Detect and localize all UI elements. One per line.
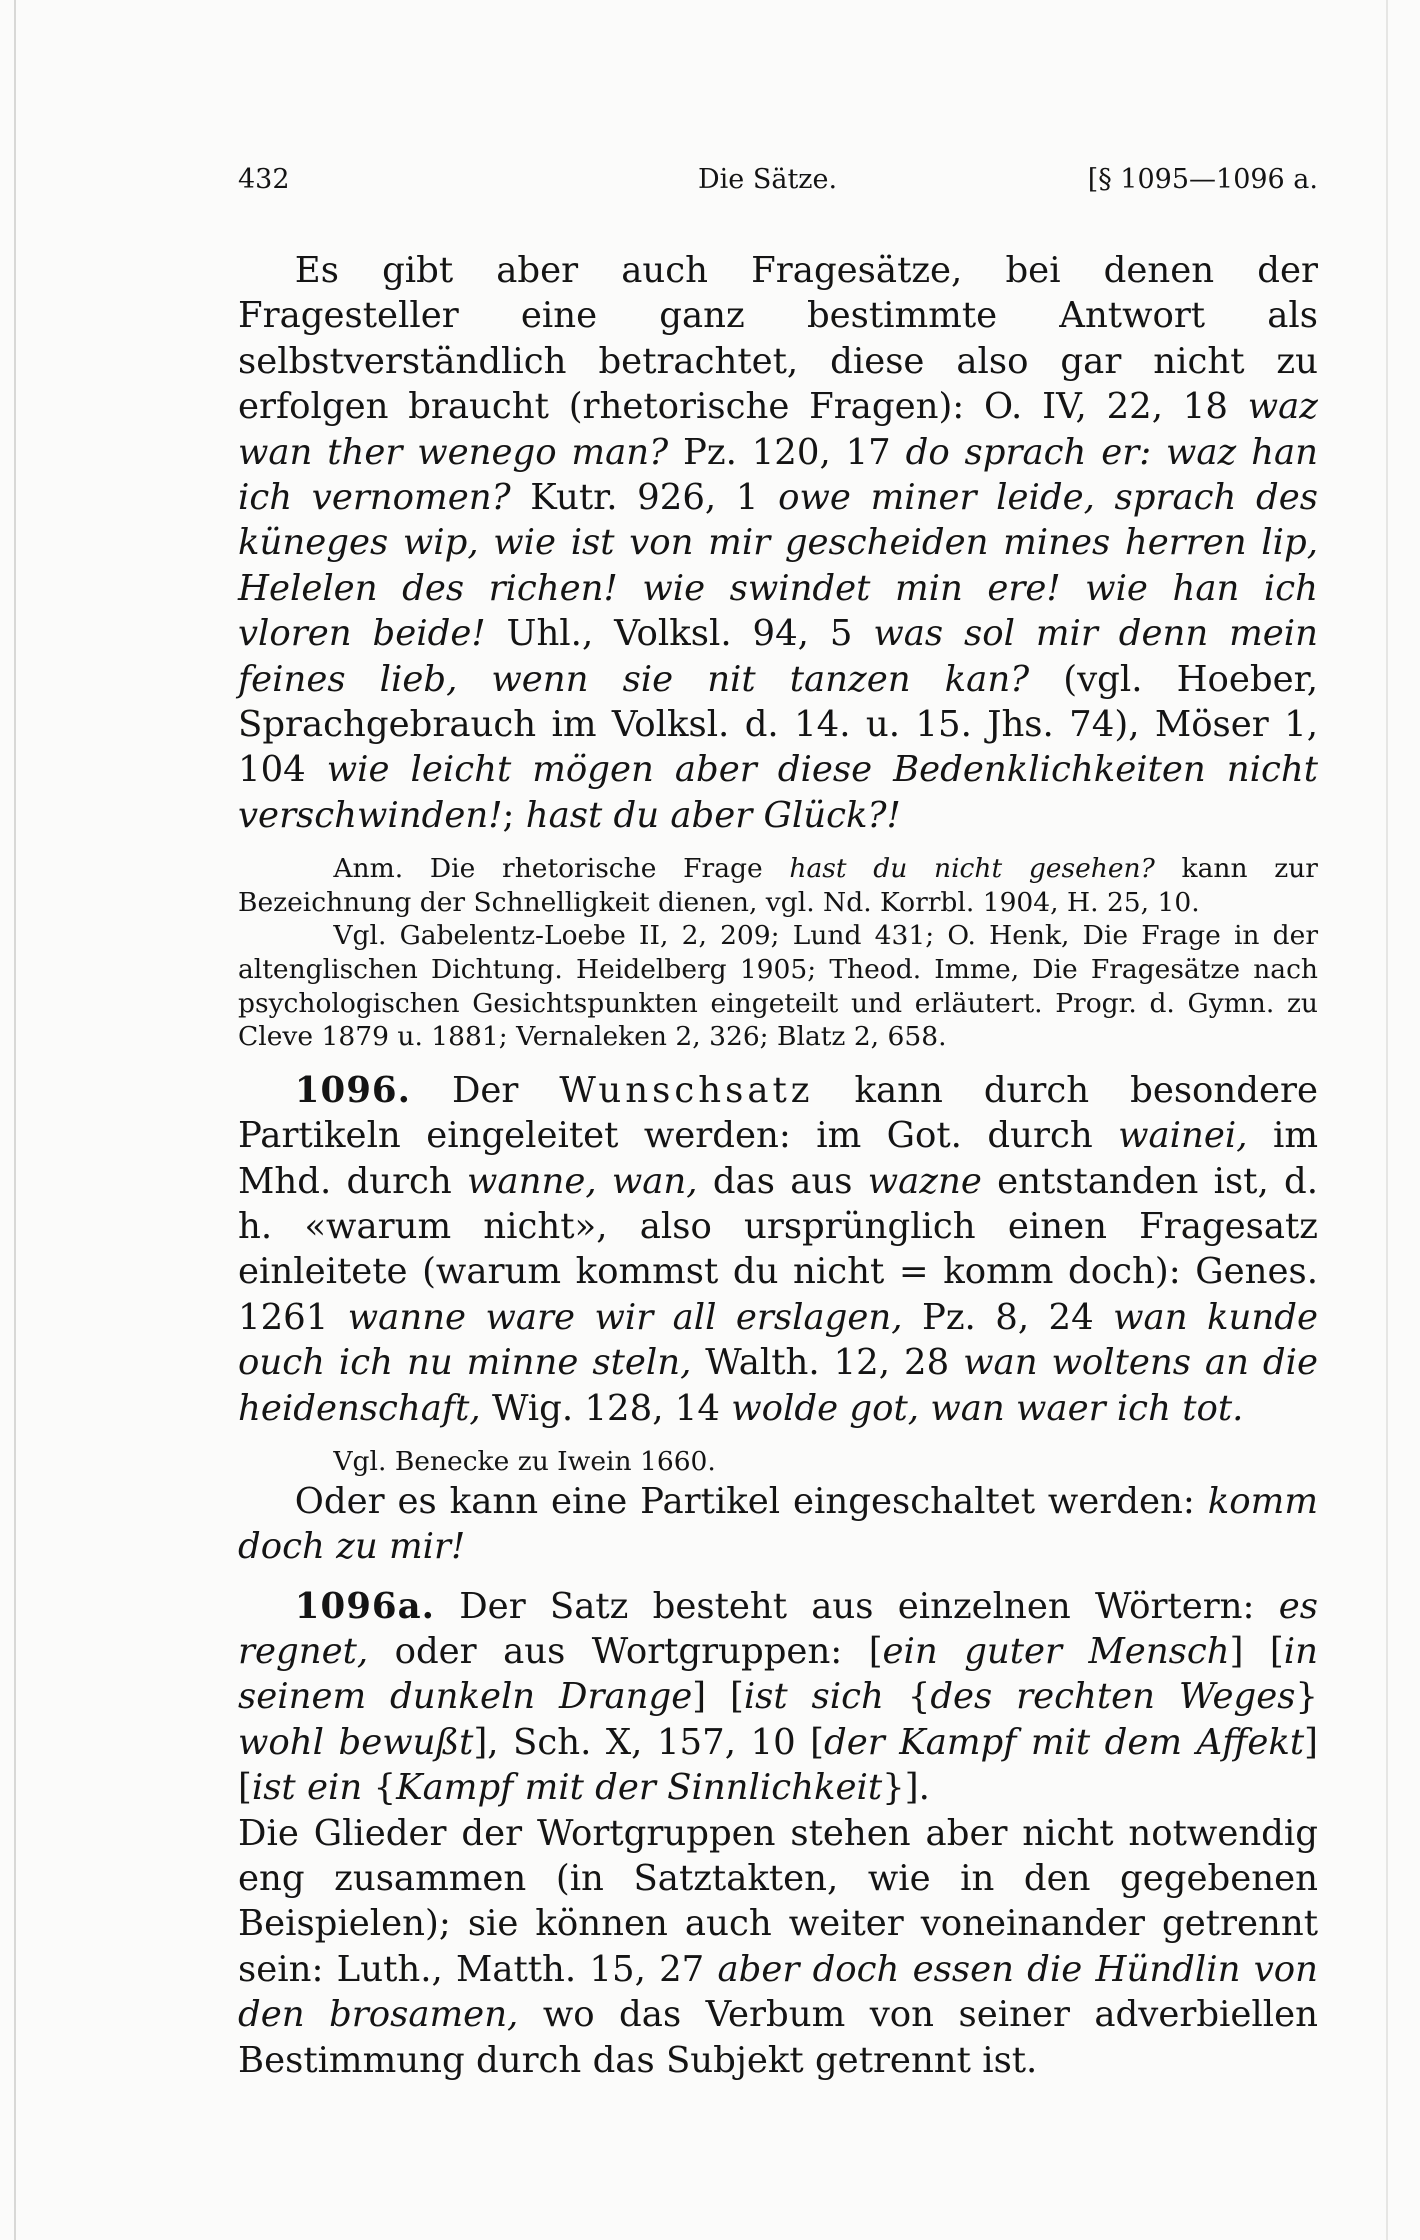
running-header (238, 160, 1318, 210)
scan-edge-right (1386, 0, 1388, 2240)
section-range: [§ 1095—1096 a. (1087, 164, 1318, 195)
section-number-1096: 1096. (294, 1069, 411, 1111)
section-number-1096a: 1096a. (294, 1585, 435, 1627)
scan-edge-left (14, 0, 16, 2240)
book-page (238, 160, 1318, 2083)
references-1096: Vgl. Benecke zu Iwein 1660. (333, 1446, 716, 1478)
references-1095: Vgl. Gabelentz-Loebe II, 2, 209; Lund 431; O. Henk, Die Frage in der altenglischen Dichtung. Heidelberg 1905; Theod. Imme, Die Fragesätze nach psychologischen Gesichtspunkten eingeteilt und erläutert. Progr. d. Gymn. zu Cleve 1879 u. 1881; Vernaleken 2, 326; Blatz 2, 658. (238, 920, 1318, 1053)
running-title: Die Sätze. (698, 164, 838, 195)
section-1096a: 1096a. Der Satz besteht aus einzelnen Wörtern: es regnet, oder aus Wortgruppen: [ein guter Mensch] [in seinem dunkeln Drange] [ist sich {des rechten Weges} wohl bewußt], Sch. X, 157, 10 [der Kampf mit dem Affekt] [ist ein {Kampf mit der Sinnlichkeit}]. (238, 1585, 1319, 1809)
paragraph-rhetorical-questions: Es gibt aber auch Fragesätze, bei denen der Fragesteller eine ganz bestimmte Antwort als selbstverständlich betrachtet, diese also gar nicht zu erfolgen braucht (rhetorische Fragen): O. IV, 22, 18 waz wan ther wenego man? Pz. 120, 17 do sprach er: waz han ich vernomen? Kutr. 926, 1 owe miner leide, sprach des küneges wip, wie ist von mir gescheiden mines herren lip, Helelen des richen! wie swindet min ere! wie han ich vloren beide! Uhl., Volksl. 94, 5 was sol mir denn mein feines lieb, wenn sie nit tanzen kan? (vgl. Hoeber, Sprachgebrauch im Volksl. d. 14. u. 15. Jhs. 74), Möser 1, 104 wie leicht mögen aber diese Bedenklichkeiten nicht verschwinden!; hast du aber Glück?! (238, 250, 1319, 836)
paragraph-word-groups: Die Glieder der Wortgruppen stehen aber nicht notwendig eng zusammen (in Satztakten, wie in den gegebenen Beispielen); sie können auch weiter voneinander getrennt sein: Luth., Matth. 15, 27 aber doch essen die Hündlin von den brosamen, wo das Verbum von seiner adverbiellen Bestimmung durch das Subjekt getrennt ist. (238, 1812, 1318, 2081)
page-number: 432 (238, 164, 290, 195)
paragraph-particle: Oder es kann eine Partikel eingeschaltet werden: komm doch zu mir! (238, 1480, 1318, 1568)
section-1096: 1096. Der Wunschsatz kann durch besondere Partikeln eingeleitet werden: im Got. durch wainei, im Mhd. durch wanne, wan, das aus wazne entstanden ist, d. h. «warum nicht», also ursprünglich einen Fragesatz einleitete (warum kommst du nicht = komm doch): Genes. 1261 wanne ware wir all erslagen, Pz. 8, 24 wan kunde ouch ich nu minne steln, Walth. 12, 28 wan woltens an die heidenschaft, Wig. 128, 14 wolde got, wan waer ich tot. (238, 1069, 1319, 1429)
note-anmerkung: Anm. Die rhetorische Frage hast du nicht gesehen? kann zur Bezeichnung der Schnelligkeit dienen, vgl. Nd. Korrbl. 1904, H. 25, 10. (238, 853, 1318, 918)
